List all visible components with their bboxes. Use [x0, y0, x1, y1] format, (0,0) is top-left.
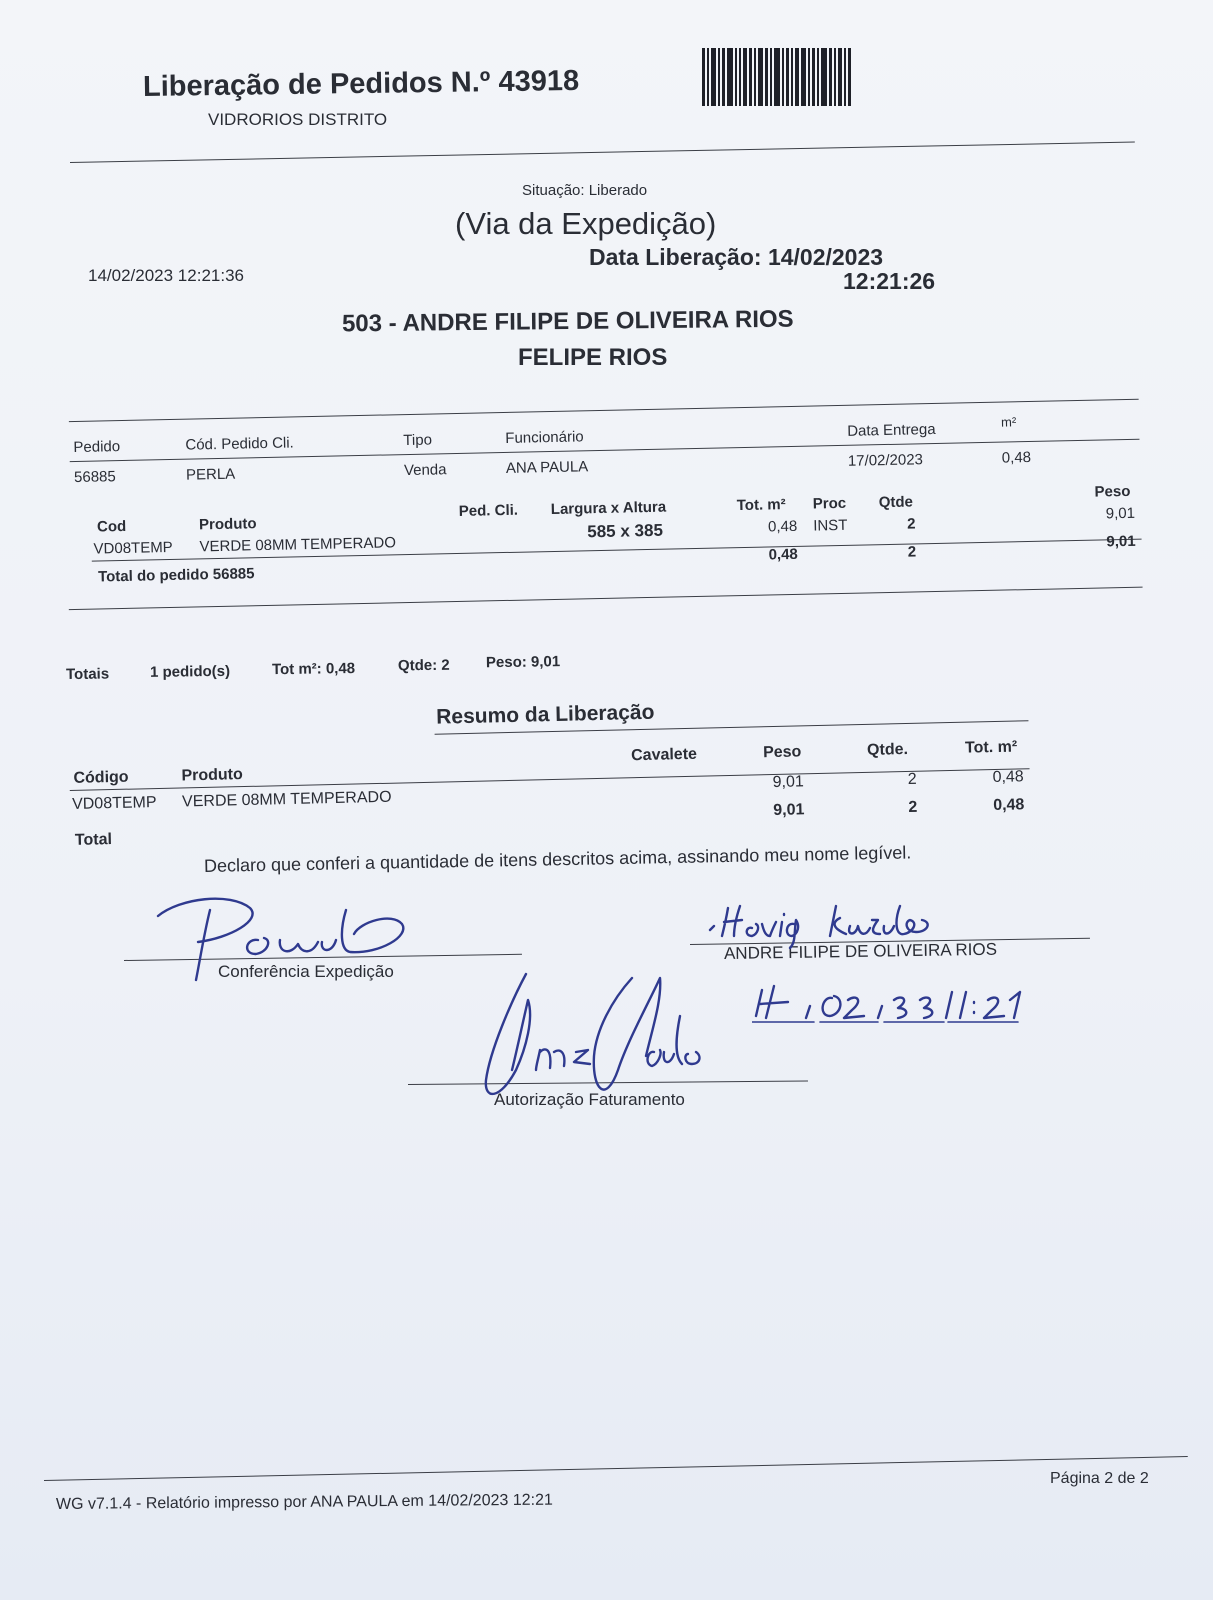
resumo-total-tot-m2: 0,48: [993, 796, 1025, 815]
item-peso: 9,01: [1105, 504, 1136, 523]
item-col-qtde: Qtde: [878, 493, 914, 512]
resumo-col-codigo: Código: [73, 768, 129, 787]
total-pedido-peso: 9,01: [1106, 532, 1136, 551]
conferencia-label: Conferência Expedição: [218, 962, 394, 981]
autorizacao-signature: [456, 960, 736, 1120]
via-title: (Via da Expedição): [455, 206, 717, 241]
resumo-col-cavalete: Cavalete: [630, 745, 698, 765]
totais-qtde: Qtde: 2: [397, 656, 450, 675]
item-dimensoes: 585 x 385: [587, 520, 664, 542]
totais-tot-m2: Tot m²: 0,48: [271, 660, 356, 679]
client-signature: [700, 892, 980, 952]
resumo-col-peso: Peso: [762, 743, 802, 762]
client-nickname: FELIPE RIOS: [518, 344, 668, 371]
resumo-peso: 9,01: [772, 773, 804, 792]
resumo-total-qtde: 2: [908, 798, 918, 816]
resumo-col-produto: Produto: [181, 766, 243, 785]
situacao-text: Situação: Liberado: [522, 182, 648, 199]
total-pedido-m2: 0,48: [768, 545, 798, 564]
footer-printed-by: WG v7.1.4 - Relatório impresso por ANA PAULA em 14/02/2023 12:21: [55, 1491, 553, 1513]
resumo-total-label: Total: [74, 831, 113, 849]
item-qtde: 2: [907, 515, 916, 533]
declaration-text: Declaro que conferi a quantidade de itens descritos acima, assinando meu nome legível.: [203, 842, 912, 876]
conferencia-signature: [140, 880, 440, 990]
data-liberacao: Data Liberação: 14/02/2023: [589, 244, 884, 270]
totais-pedidos: 1 pedido(s): [149, 662, 231, 681]
col-cod-pedido-cli: Cód. Pedido Cli.: [185, 434, 294, 454]
item-tot-m2: 0,48: [767, 517, 798, 536]
printed-timestamp: 14/02/2023 12:21:36: [88, 266, 244, 285]
client-signature-label: ANDRE FILIPE DE OLIVEIRA RIOS: [723, 939, 998, 963]
document-title: Liberação de Pedidos N.º 43918: [142, 64, 580, 104]
client-name: 503 - ANDRE FILIPE DE OLIVEIRA RIOS: [341, 305, 794, 338]
col-tipo: Tipo: [403, 431, 433, 450]
col-funcionario: Funcionário: [505, 428, 584, 447]
item-col-produto: Produto: [198, 515, 257, 534]
resumo-codigo: VD08TEMP: [71, 794, 157, 813]
item-col-peso: Peso: [1094, 482, 1131, 501]
company-name: VIDRORIOS DISTRITO: [208, 110, 388, 129]
resumo-col-qtde: Qtde.: [866, 740, 909, 759]
footer-divider: [44, 1456, 1188, 1481]
item-cod: VD08TEMP: [93, 538, 173, 558]
data-liberacao-time: 12:21:26: [843, 268, 936, 294]
item-col-tot-m2: Tot. m²: [736, 496, 786, 515]
pedido-value: 56885: [73, 468, 116, 487]
autorizacao-label: Autorização Faturamento: [494, 1090, 685, 1109]
item-col-ped-cli: Ped. Cli.: [458, 501, 519, 520]
col-data-entrega: Data Entrega: [847, 420, 936, 440]
resumo-tot-m2: 0,48: [992, 768, 1024, 787]
funcionario-value: ANA PAULA: [505, 458, 589, 477]
resumo-qtde: 2: [907, 770, 917, 788]
totais-label: Totais: [65, 665, 110, 684]
total-pedido-qtde: 2: [907, 543, 917, 561]
resumo-title: Resumo da Liberação: [435, 700, 655, 729]
item-col-largura-altura: Largura x Altura: [550, 498, 667, 519]
resumo-col-tot-m2: Tot. m²: [964, 738, 1018, 757]
footer-page: Página 2 de 2: [1050, 1470, 1149, 1487]
data-entrega-value: 17/02/2023: [847, 451, 924, 470]
col-pedido: Pedido: [73, 438, 121, 457]
item-produto: VERDE 08MM TEMPERADO: [199, 534, 397, 556]
item-proc: INST: [813, 516, 848, 535]
col-m2: m²: [1000, 414, 1017, 430]
cod-pedido-cli-value: PERLA: [185, 465, 236, 484]
totais-peso: Peso: 9,01: [485, 653, 561, 672]
resumo-total-peso: 9,01: [773, 801, 805, 820]
item-col-cod: Cod: [96, 517, 127, 536]
tipo-value: Venda: [403, 461, 447, 480]
total-pedido-label: Total do pedido 56885: [97, 565, 255, 586]
handwritten-date: [752, 980, 1082, 1040]
item-col-proc: Proc: [812, 494, 847, 513]
resumo-produto: VERDE 08MM TEMPERADO: [181, 788, 392, 811]
m2-value: 0,48: [1001, 448, 1032, 467]
